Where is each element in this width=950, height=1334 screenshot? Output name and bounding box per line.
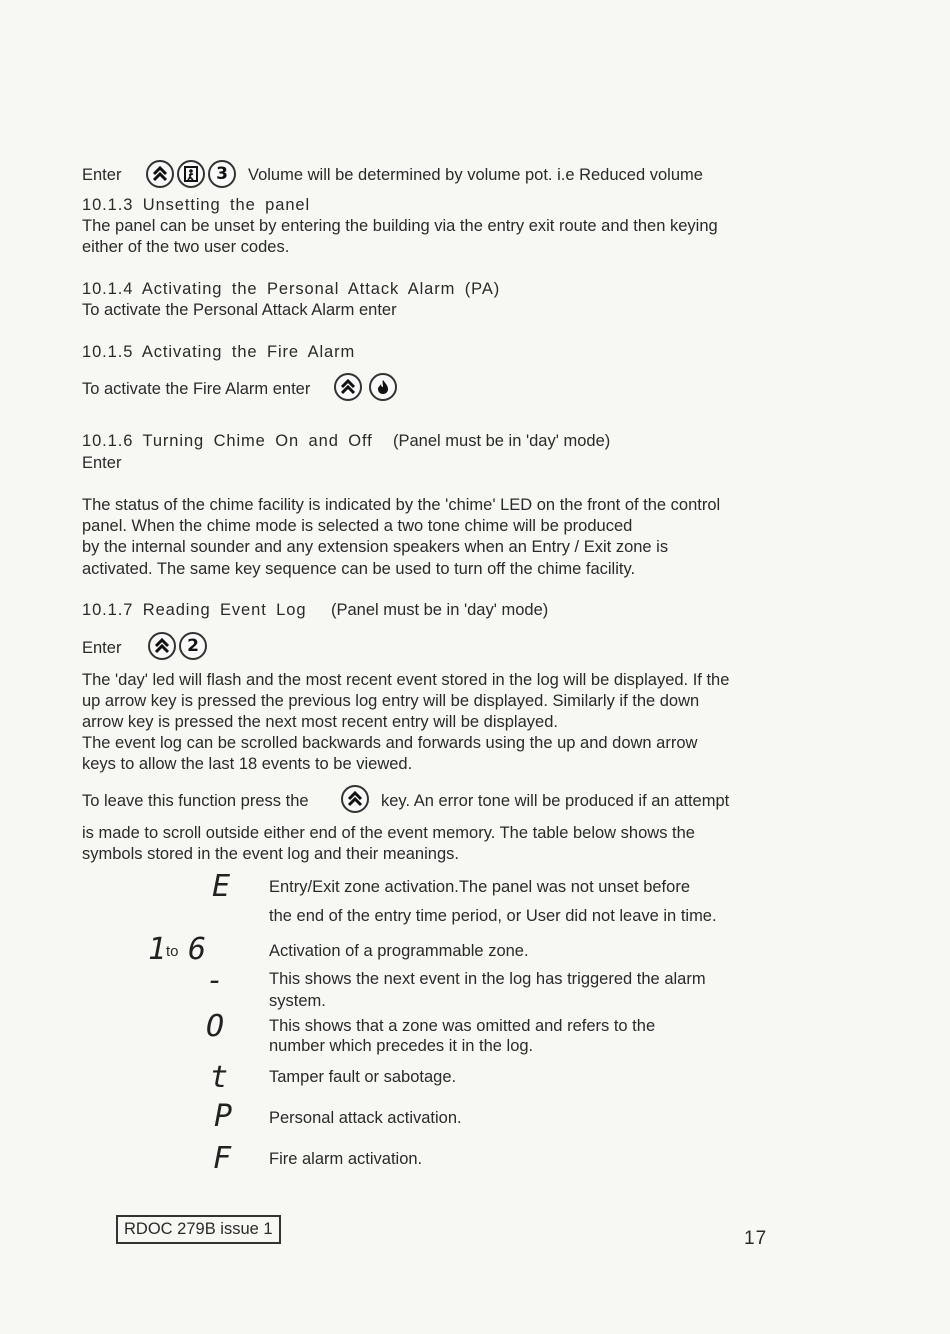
para-line: up arrow key is pressed the previous log entry will be displayed. Similarly if the down [82, 692, 700, 710]
para-line: To activate the Fire Alarm enter [82, 380, 311, 398]
symbol-desc: the end of the entry time period, or User did not leave in time. [269, 907, 717, 925]
symbol-desc: Fire alarm activation. [269, 1150, 423, 1168]
heading-10-1-4: 10.1.4 Activating the Personal Attack Alarm (PA) [82, 280, 501, 298]
symbol-p: P [214, 1099, 233, 1134]
mode-note: (Panel must be in 'day' mode) [331, 601, 549, 619]
mode-note: (Panel must be in 'day' mode) [393, 432, 611, 450]
doc-reference: RDOC 279B issue 1 [116, 1215, 281, 1244]
para-line: arrow key is pressed the next most recent entry will be displayed. [82, 713, 558, 731]
symbol-desc: Tamper fault or sabotage. [269, 1068, 457, 1086]
symbol-desc: Personal attack activation. [269, 1109, 462, 1127]
fire-key-icon [369, 373, 397, 401]
chevron-up-key-icon [148, 632, 176, 660]
symbol-desc: This shows the next event in the log has triggered the alarm [269, 970, 706, 988]
symbol-o: O [206, 1009, 225, 1044]
para-line: activated. The same key sequence can be used to turn off the chime facility. [82, 560, 636, 578]
symbol-6: 6 [188, 932, 207, 967]
chevron-up-key-icon [341, 785, 369, 813]
para-line: The 'day' led will flash and the most recent event stored in the log will be displayed. If the [82, 671, 730, 689]
para-line: panel. When the chime mode is selected a two tone chime will be produced [82, 517, 633, 535]
page-number: 17 [744, 1228, 768, 1249]
para-line: is made to scroll outside either end of the event memory. The table below shows the [82, 824, 695, 842]
symbol-desc: Activation of a programmable zone. [269, 942, 529, 960]
key-sequence-leave [341, 785, 369, 813]
heading-10-1-5: 10.1.5 Activating the Fire Alarm [82, 343, 356, 361]
para-line: either of the two user codes. [82, 238, 290, 256]
exit-door-key-icon [177, 160, 205, 188]
para-line: The panel can be unset by entering the building via the entry exit route and then keying [82, 217, 718, 235]
chevron-up-key-icon [146, 160, 174, 188]
chevron-up-key-icon [334, 373, 362, 401]
para-line: keys to allow the last 18 events to be viewed. [82, 755, 413, 773]
para-line: To activate the Personal Attack Alarm enter [82, 301, 397, 319]
digit-key: 3 [208, 160, 236, 188]
enter-label: Enter [82, 639, 122, 657]
para-line: by the internal sounder and any extension speakers when an Entry / Exit zone is [82, 538, 669, 556]
heading-10-1-3: 10.1.3 Unsetting the panel [82, 196, 311, 214]
para-line: To leave this function press the [82, 792, 309, 810]
key-sequence-fire [334, 373, 397, 401]
symbol-desc: system. [269, 992, 326, 1010]
symbol-t: t [210, 1060, 229, 1095]
symbol-desc: number which precedes it in the log. [269, 1037, 534, 1055]
para-line: key. An error tone will be produced if an attempt [381, 792, 730, 810]
enter-label: Enter [82, 454, 122, 472]
symbol-desc: This shows that a zone was omitted and refers to the [269, 1017, 656, 1035]
symbol-dash: - [206, 963, 225, 998]
heading-10-1-7: 10.1.7 Reading Event Log [82, 601, 307, 619]
symbol-e: E [212, 869, 231, 904]
para-line: The event log can be scrolled backwards and forwards using the up and down arrow [82, 734, 698, 752]
digit-key: 2 [179, 632, 207, 660]
key-sequence-event-log [148, 632, 207, 660]
enter-label: Enter [82, 166, 122, 184]
symbol-range-to: to [166, 943, 179, 960]
heading-10-1-6: 10.1.6 Turning Chime On and Off [82, 432, 373, 450]
key-sequence-volume [146, 160, 236, 188]
symbol-desc: Entry/Exit zone activation.The panel was not unset before [269, 878, 690, 896]
symbol-f: F [213, 1141, 232, 1176]
volume-text: Volume will be determined by volume pot. i.e Reduced volume [248, 166, 703, 184]
symbol-1: 1 [148, 932, 167, 967]
para-line: The status of the chime facility is indicated by the 'chime' LED on the front of the control [82, 496, 721, 514]
para-line: symbols stored in the event log and their meanings. [82, 845, 459, 863]
